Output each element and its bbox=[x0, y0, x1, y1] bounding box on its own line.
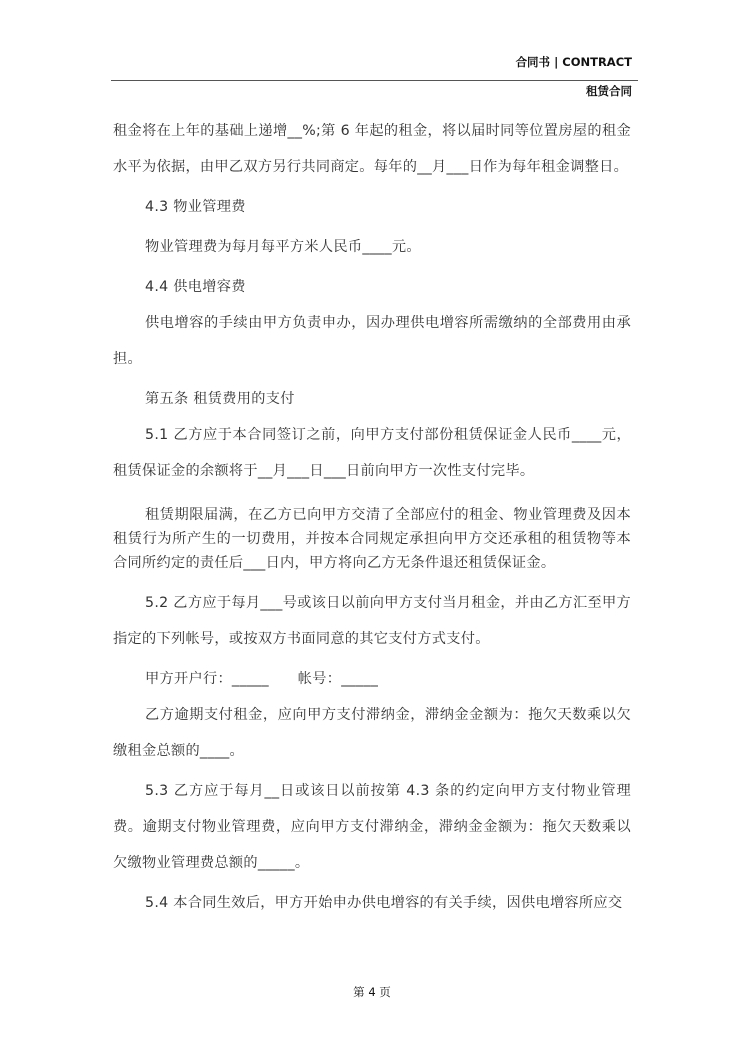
paragraph-5-2: 5.2 乙方应于每月___号或该日以前向甲方支付当月租金，并由乙方汇至甲方指定的下列帐号，或按双方书面同意的其它支付方式支付。 bbox=[113, 595, 631, 647]
paragraph-power-capacity: 供电增容的手续由甲方负责申办，因办理供电增容所需缴纳的全部费用由承担。 bbox=[113, 315, 631, 367]
heading-4-4: 4.4 供电增容费 bbox=[145, 279, 246, 295]
document-body bbox=[113, 113, 631, 921]
header-divider bbox=[111, 80, 638, 81]
paragraph-5-4: 5.4 本合同生效后，甲方开始申办供电增容的有关手续，因供电增容所应交 bbox=[145, 895, 623, 911]
page-number: 第 4 页 bbox=[353, 985, 391, 999]
paragraph-late-rent: 乙方逾期支付租金，应向甲方支付滞纳金，滞纳金金额为：拖欠天数乘以欠缴租金总额的____。 bbox=[113, 707, 631, 759]
paragraph-5-1: 5.1 乙方应于本合同签订之前，向甲方支付部份租赁保证金人民币____元，租赁保证金的余额将于__月___日___日前向甲方一次性支付完毕。 bbox=[113, 427, 631, 479]
heading-4-3: 4.3 物业管理费 bbox=[145, 199, 246, 215]
paragraph-property-fee: 物业管理费为每月每平方米人民币____元。 bbox=[145, 239, 421, 255]
heading-article-5: 第五条 租赁费用的支付 bbox=[145, 391, 295, 407]
paragraph-rent-increase: 租金将在上年的基础上递增__%;第 6 年起的租金，将以届时同等位置房屋的租金水平为依据，由甲乙双方另行共同商定。每年的__月___日作为每年租金调整日。 bbox=[113, 123, 631, 175]
paragraph-deposit-refund: 租赁期限届满，在乙方已向甲方交清了全部应付的租金、物业管理费及因本租赁行为所产生的一切费用，并按本合同规定承担向甲方交还承租的租赁物等本合同所约定的责任后___日内，甲方将向乙方无条件退还租赁保证金。 bbox=[113, 507, 631, 571]
paragraph-5-3: 5.3 乙方应于每月__日或该日以前按第 4.3 条的约定向甲方支付物业管理费。逾期支付物业管理费，应向甲方支付滞纳金，滞纳金金额为：拖欠天数乘以欠缴物业管理费总额的_____。 bbox=[113, 783, 631, 871]
header-brand: 合同书 | CONTRACT bbox=[515, 55, 632, 69]
bank-account-line: 甲方开户行：_____ 帐号：_____ bbox=[145, 671, 379, 687]
header-doc-type: 租赁合同 bbox=[586, 84, 632, 98]
